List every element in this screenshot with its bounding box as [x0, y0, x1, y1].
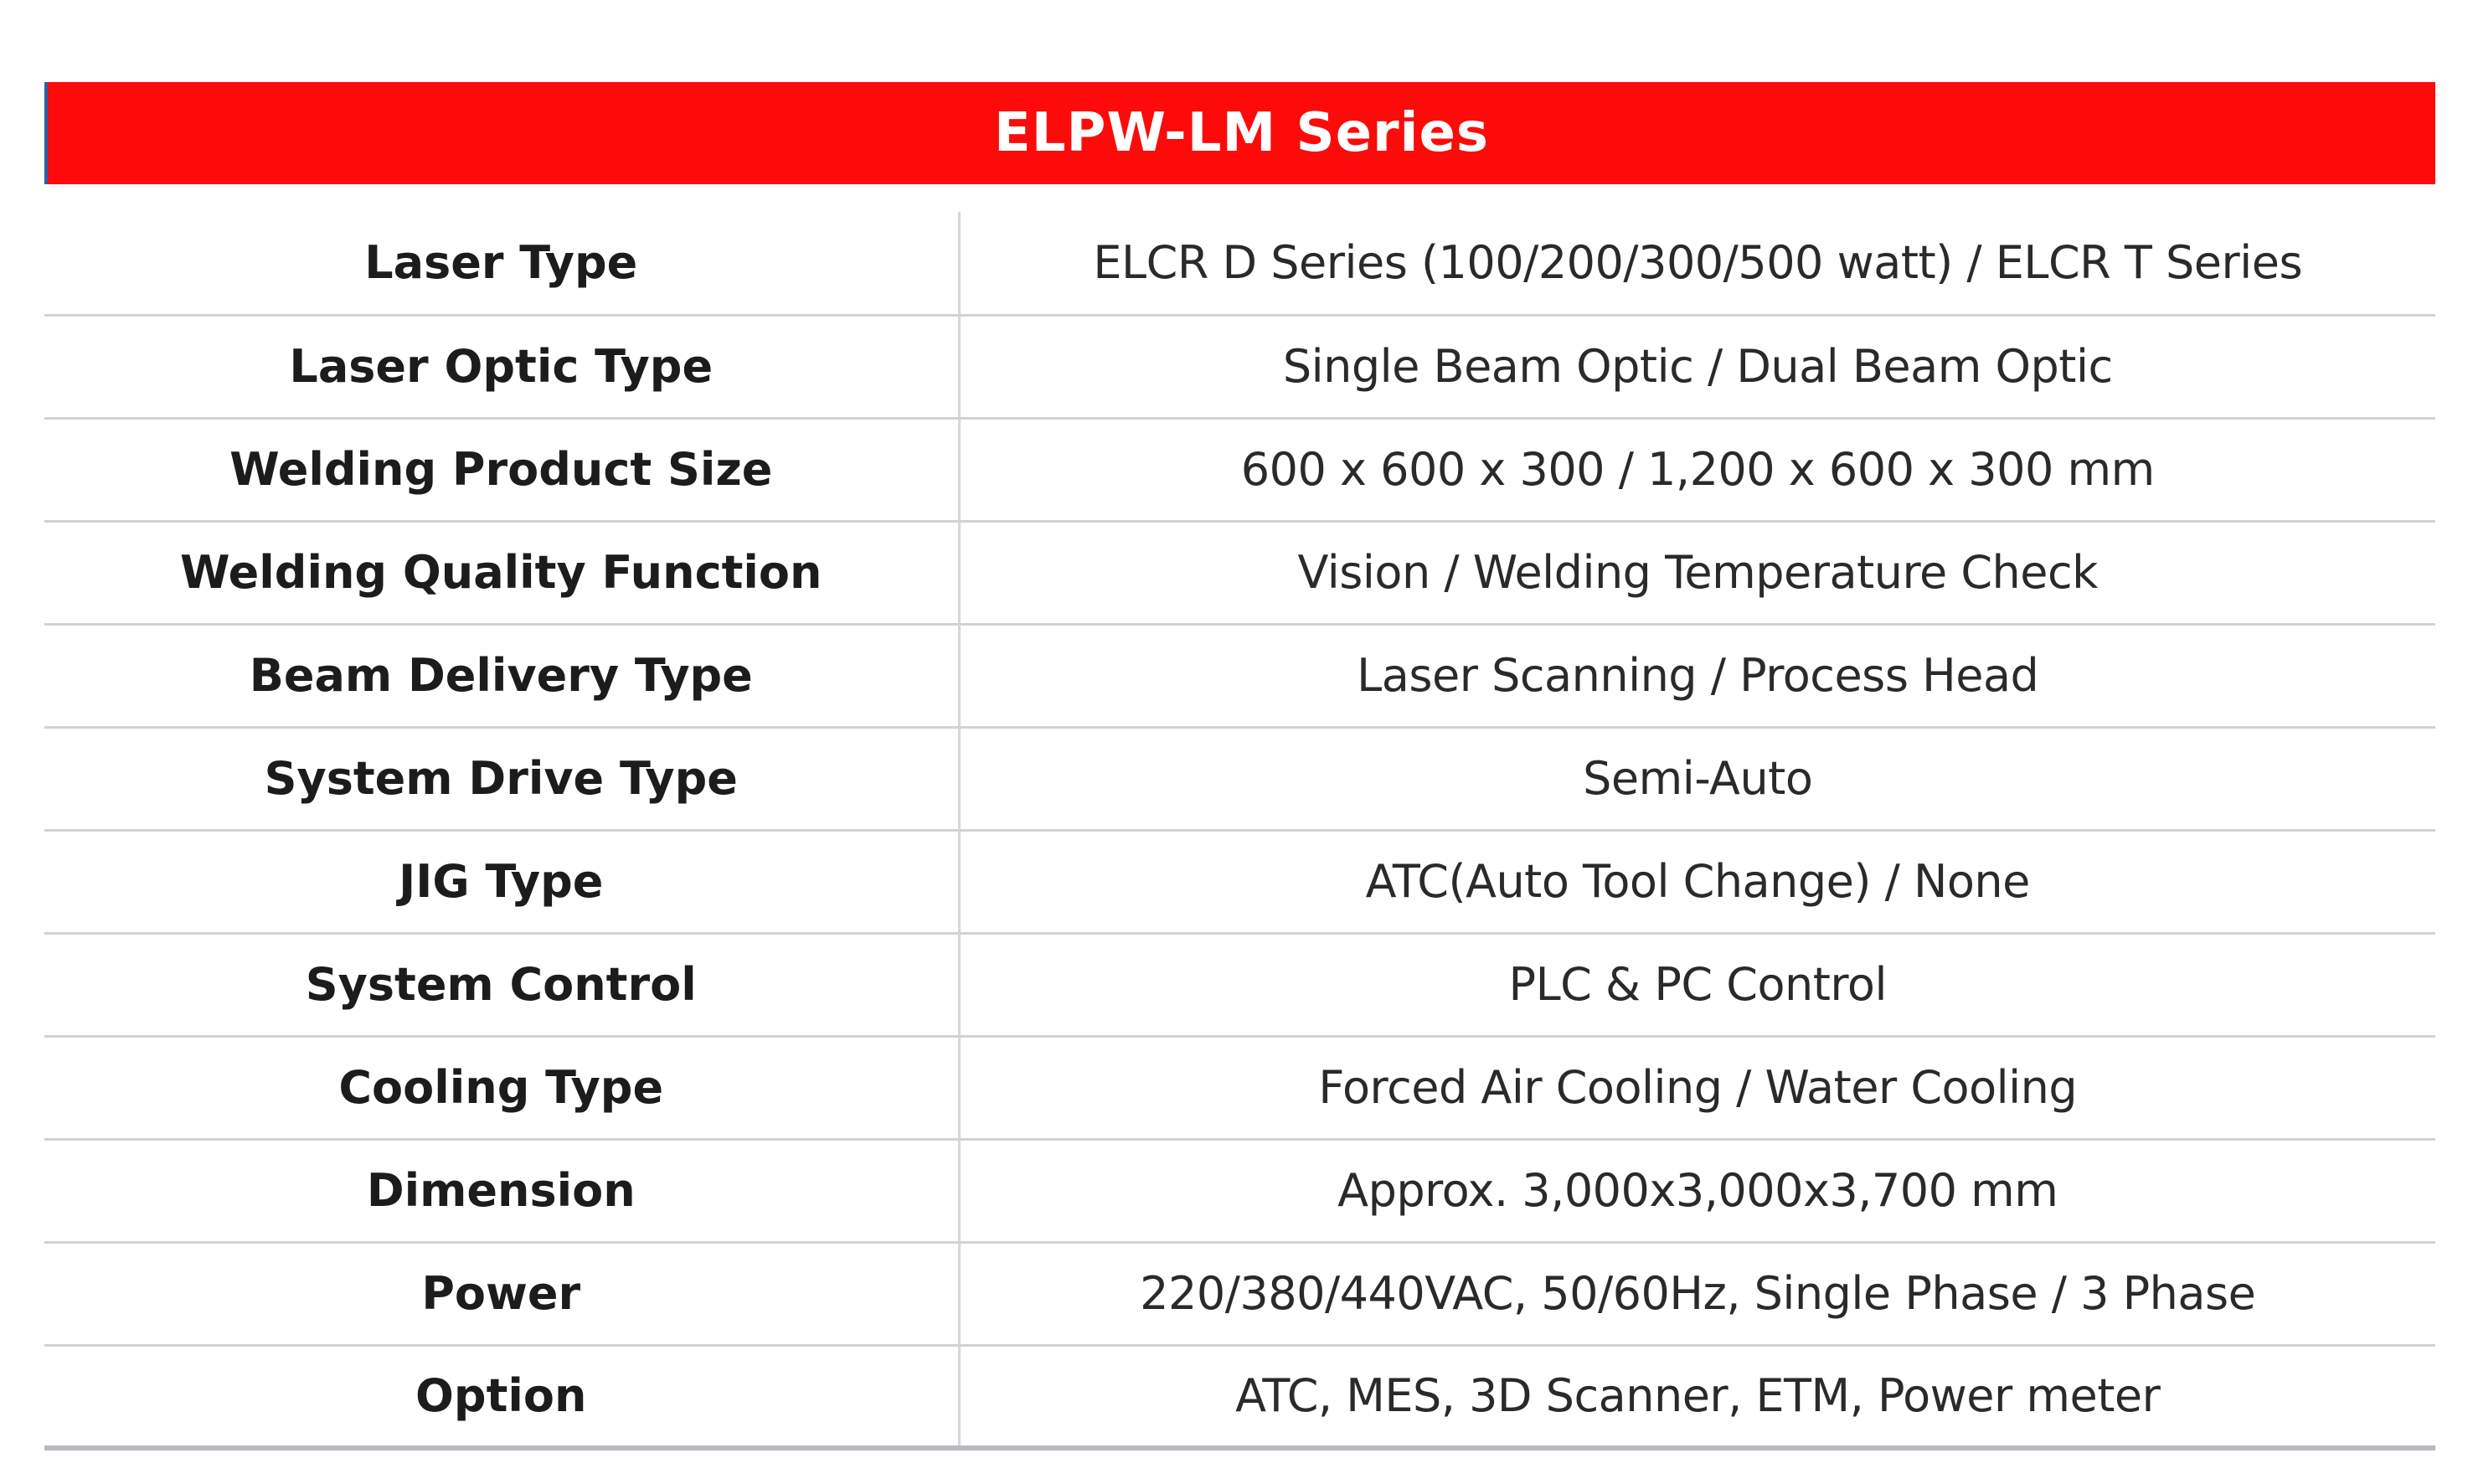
spec-table — [44, 212, 2435, 1451]
spec-value: ELCR D Series (100/200/300/500 watt) / ELCR T Series — [959, 212, 2435, 315]
spec-value: 600 x 600 x 300 / 1,200 x 600 x 300 mm — [959, 418, 2435, 521]
spec-label: System Control — [44, 933, 959, 1036]
spec-row-cooling-type — [44, 1036, 2435, 1139]
spec-value: ATC, MES, 3D Scanner, ETM, Power meter — [959, 1345, 2435, 1448]
spacer — [44, 184, 2435, 212]
title-bar — [44, 82, 2435, 184]
spec-value: Laser Scanning / Process Head — [959, 624, 2435, 727]
spec-label: Dimension — [44, 1139, 959, 1242]
spec-value: Single Beam Optic / Dual Beam Optic — [959, 315, 2435, 418]
spec-row-option — [44, 1345, 2435, 1448]
spec-row-beam-delivery-type — [44, 624, 2435, 727]
spec-value: Forced Air Cooling / Water Cooling — [959, 1036, 2435, 1139]
series-title: ELPW-LM Series — [994, 102, 1489, 164]
spec-row-laser-optic-type — [44, 315, 2435, 418]
spec-value: Approx. 3,000x3,000x3,700 mm — [959, 1139, 2435, 1242]
spec-label: JIG Type — [44, 830, 959, 933]
spec-label: Option — [44, 1345, 959, 1448]
spec-value: 220/380/440VAC, 50/60Hz, Single Phase / 3 Phase — [959, 1242, 2435, 1345]
spec-label: System Drive Type — [44, 727, 959, 830]
spec-row-laser-type — [44, 212, 2435, 315]
spec-label: Welding Product Size — [44, 418, 959, 521]
spec-row-jig-type — [44, 830, 2435, 933]
spec-label: Laser Optic Type — [44, 315, 959, 418]
spec-value: Semi-Auto — [959, 727, 2435, 830]
spec-label: Welding Quality Function — [44, 521, 959, 624]
spec-value: ATC(Auto Tool Change) / None — [959, 830, 2435, 933]
spec-row-welding-product-size — [44, 418, 2435, 521]
spec-row-welding-quality-function — [44, 521, 2435, 624]
spec-label: Cooling Type — [44, 1036, 959, 1139]
spec-sheet — [44, 82, 2435, 1451]
spec-label: Power — [44, 1242, 959, 1345]
spec-row-dimension — [44, 1139, 2435, 1242]
spec-row-power — [44, 1242, 2435, 1345]
spec-row-system-drive-type — [44, 727, 2435, 830]
spec-row-system-control — [44, 933, 2435, 1036]
spec-value: Vision / Welding Temperature Check — [959, 521, 2435, 624]
spec-label: Beam Delivery Type — [44, 624, 959, 727]
spec-label: Laser Type — [44, 212, 959, 315]
spec-value: PLC & PC Control — [959, 933, 2435, 1036]
